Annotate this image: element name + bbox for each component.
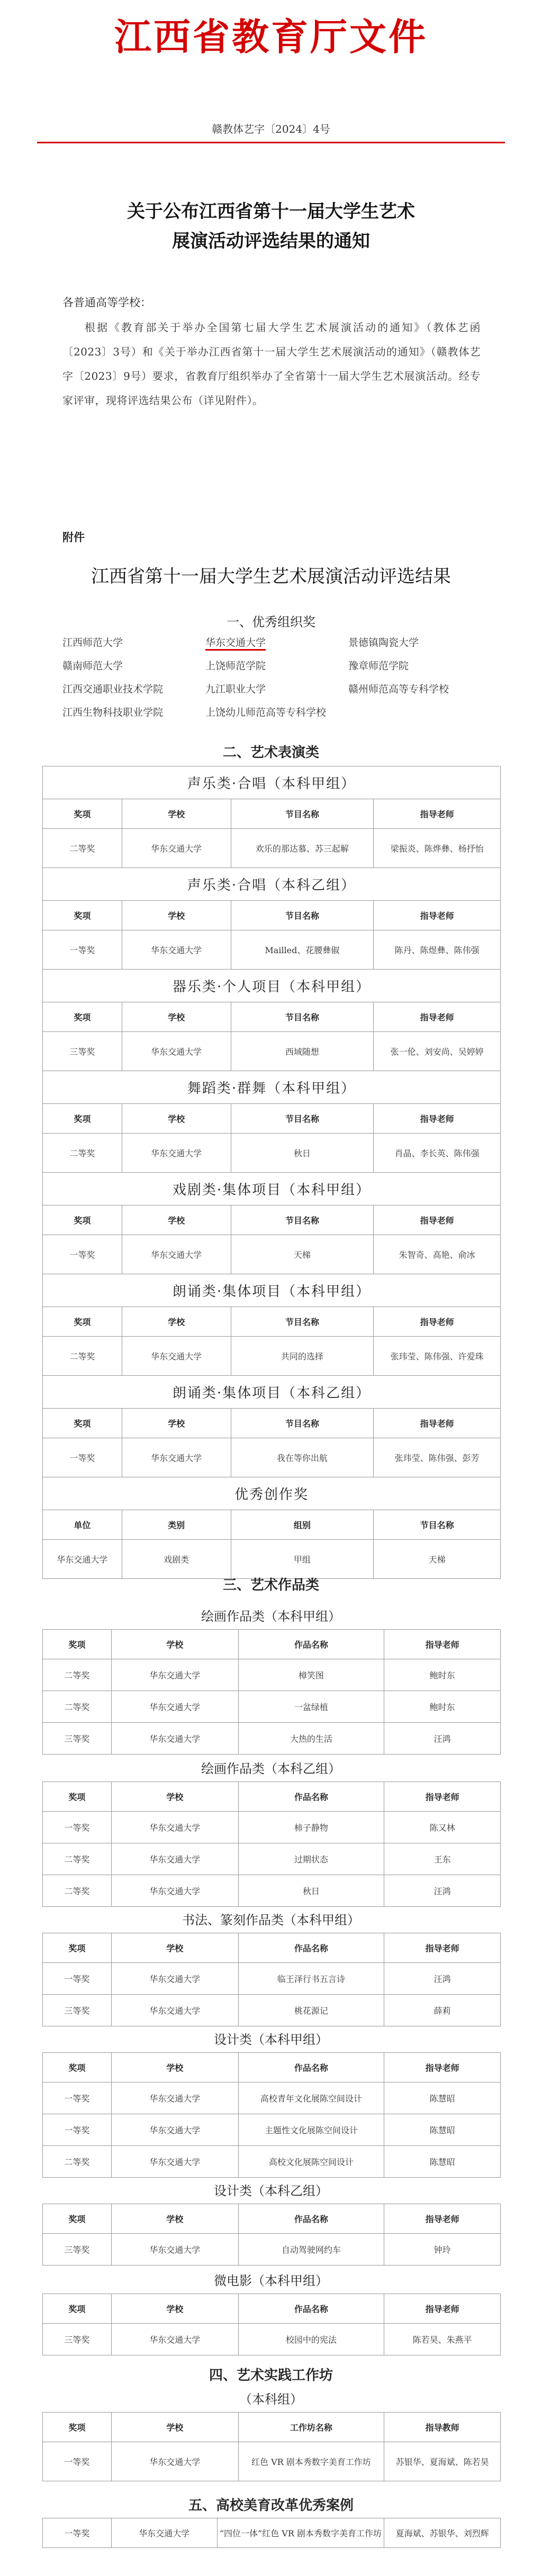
cell-teacher: 王东	[384, 1843, 501, 1875]
org-item: 赣州师范高等专科学校	[348, 683, 449, 695]
section2-title: 二、艺术表演类	[222, 745, 319, 761]
header-teacher: 指导老师	[384, 1782, 501, 1812]
results-title: 江西省第十一届大学生艺术展演活动评选结果	[91, 566, 451, 587]
performance-table	[42, 766, 501, 1579]
cell-school: 华东交通大学	[111, 1963, 238, 1995]
header-school: 学校	[111, 1630, 238, 1659]
table-row	[43, 1134, 501, 1173]
header-program: 节目名称	[231, 1002, 374, 1032]
header-award: 奖项	[43, 901, 122, 930]
org-item: 景德镇陶瓷大学	[348, 637, 419, 648]
cell-teacher: 张玮莹、陈伟强、许爱珠	[374, 1337, 501, 1376]
cell-work: 自动驾驶网约车	[238, 2234, 384, 2266]
cell-award: 一等奖	[43, 2518, 112, 2548]
cell-teacher: 陈若昊、朱燕平	[384, 2324, 501, 2355]
cell-teacher: 张玮莹、陈伟强、彭芳	[374, 1438, 501, 1477]
section4-title: 四、艺术实践工作坊	[209, 2368, 333, 2383]
cell-teacher: 钟玲	[384, 2234, 501, 2266]
cell-school: 华东交通大学	[111, 2234, 238, 2266]
header-school: 学校	[111, 1782, 238, 1812]
header-program: 节目名称	[231, 1205, 374, 1235]
cell-school: 华东交通大学	[122, 930, 231, 970]
cell-school: 华东交通大学	[122, 829, 231, 868]
cell-school: 华东交通大学	[111, 1875, 238, 1907]
header-program: 节目名称	[231, 1104, 374, 1134]
table-row	[43, 2146, 501, 2178]
cell-award: 二等奖	[43, 1134, 122, 1173]
cell-teacher: 汪鸿	[384, 1875, 501, 1907]
org-item: 江西交通职业技术学院	[62, 683, 164, 695]
header-award: 奖项	[43, 1782, 112, 1812]
section3-title: 三、艺术作品类	[222, 1577, 319, 1593]
cell-award: 二等奖	[43, 829, 122, 868]
cell-work: 大热的生活	[238, 1723, 384, 1755]
cell-award: 三等奖	[43, 1995, 112, 2026]
cell-case: “四位一体”红色 VR 剧本秀数字美育工作坊	[217, 2518, 384, 2548]
header-school: 学校	[111, 2413, 238, 2442]
cell-school: 华东交通大学	[111, 2518, 217, 2548]
header-program: 节目名称	[374, 1510, 501, 1540]
artwork-table-2	[42, 1782, 501, 1907]
org-item: 上饶幼儿师范高等专科学校	[205, 707, 327, 718]
header-teacher: 指导老师	[374, 1104, 501, 1134]
header-award: 奖项	[43, 1307, 122, 1337]
cell-school: 华东交通大学	[122, 1337, 231, 1376]
org-item-highlighted	[205, 635, 348, 651]
cell-teacher: 张一伦、刘安尚、吴婷婷	[374, 1032, 501, 1071]
cell-teacher: 陈又林	[384, 1812, 501, 1843]
cell-award: 一等奖	[43, 1235, 122, 1274]
cell-award: 二等奖	[43, 1337, 122, 1376]
header-school: 学校	[122, 1409, 231, 1438]
cell-program: 欢乐的那达慕、苏三起解	[231, 829, 374, 868]
cell-workshop: 红色 VR 剧本秀数字美育工作坊	[238, 2442, 384, 2481]
cell-work: 柿子静物	[238, 1812, 384, 1843]
section5-title: 五、高校美育改革优秀案例	[188, 2498, 354, 2514]
cell-award: 二等奖	[43, 1659, 112, 1691]
cell-school: 华东交通大学	[111, 2114, 238, 2146]
header-award: 奖项	[43, 1630, 112, 1659]
cell-school: 华东交通大学	[111, 1995, 238, 2026]
header-school: 学校	[111, 2294, 238, 2324]
header-work: 作品名称	[238, 1630, 384, 1659]
section4-subtitle: （本科组）	[239, 2392, 303, 2407]
category-heading: 绘画作品类（本科乙组）	[201, 1761, 341, 1776]
category-row: 优秀创作奖	[43, 1477, 501, 1510]
artwork-table-4	[42, 2052, 501, 2178]
cell-teacher: 朱智奇、高艳、俞冰	[374, 1235, 501, 1274]
header-work: 作品名称	[238, 2294, 384, 2324]
cell-award: 二等奖	[43, 2146, 112, 2178]
table-row	[43, 2082, 501, 2114]
category-row: 声乐类·合唱（本科甲组）	[43, 766, 501, 799]
header-work: 作品名称	[238, 1782, 384, 1812]
attachment-label: 附件	[62, 531, 85, 544]
table-row	[43, 2234, 501, 2266]
cell-school: 华东交通大学	[122, 1134, 231, 1173]
header-school: 学校	[111, 2204, 238, 2234]
header-teacher: 指导老师	[384, 1630, 501, 1659]
table-row	[43, 1691, 501, 1723]
cell-award: 一等奖	[43, 930, 122, 970]
cell-award: 一等奖	[43, 1812, 112, 1843]
cell-teacher: 夏海斌、苏银华、刘烈辉	[384, 2518, 501, 2548]
cell-award: 三等奖	[43, 1032, 122, 1071]
header-teacher: 指导老师	[384, 1933, 501, 1963]
red-divider-line	[37, 142, 505, 143]
cell-program: Mailled、花腰彝俶	[231, 930, 374, 970]
table-row	[43, 1963, 501, 1995]
cell-school: 华东交通大学	[111, 2146, 238, 2178]
cell-work: 樟笑图	[238, 1659, 384, 1691]
notice-title	[0, 197, 542, 256]
header-category: 类别	[122, 1510, 231, 1540]
table-row	[43, 2324, 501, 2355]
category-row: 声乐类·合唱（本科乙组）	[43, 868, 501, 901]
header-program: 节目名称	[231, 1307, 374, 1337]
table-row	[43, 1540, 501, 1579]
cell-teacher: 梁振炎、陈烨彝、杨抒怡	[374, 829, 501, 868]
category-row: 朗诵类·集体项目（本科乙组）	[43, 1376, 501, 1409]
document-org-title: 江西省教育厅文件	[114, 15, 428, 59]
table-row	[43, 829, 501, 868]
cell-school: 华东交通大学	[111, 1659, 238, 1691]
header-teacher: 指导教师	[384, 2413, 501, 2442]
notice-addressee: 各普通高等学校：	[62, 296, 151, 309]
category-row: 戏剧类·集体项目（本科甲组）	[43, 1173, 501, 1205]
header-teacher: 指导老师	[374, 1205, 501, 1235]
header-teacher: 指导老师	[384, 2053, 501, 2082]
header-award: 奖项	[43, 1205, 122, 1235]
header-award: 奖项	[43, 2294, 112, 2324]
table-row	[43, 1995, 501, 2026]
org-item: 上饶师范学院	[205, 660, 266, 672]
cell-work: 一盆绿植	[238, 1691, 384, 1723]
cell-teacher: 薛莉	[384, 1995, 501, 2026]
header-school: 学校	[111, 1933, 238, 1963]
artwork-table-6	[42, 2294, 501, 2355]
artwork-table-3	[42, 1933, 501, 2026]
cell-school: 华东交通大学	[122, 1438, 231, 1477]
cell-award: 三等奖	[43, 2324, 112, 2355]
table-row	[43, 1032, 501, 1071]
header-award: 奖项	[43, 799, 122, 829]
header-school: 学校	[122, 1104, 231, 1134]
header-group: 组别	[231, 1510, 374, 1540]
category-row: 器乐类·个人项目（本科甲组）	[43, 970, 501, 1002]
category-heading: 绘画作品类（本科甲组）	[201, 1609, 341, 1624]
cell-teacher: 汪鸿	[384, 1723, 501, 1755]
cell-school: 华东交通大学	[111, 2324, 238, 2355]
category-heading: 设计类（本科甲组）	[214, 2032, 328, 2047]
cell-teacher: 鲍时东	[384, 1691, 501, 1723]
document-number: 赣教体艺字〔2024〕4号	[212, 123, 330, 135]
header-school: 学校	[122, 901, 231, 930]
org-item: 华东交通大学	[205, 635, 266, 651]
artwork-table-5	[42, 2204, 501, 2266]
header-work: 作品名称	[238, 1933, 384, 1963]
cell-teacher: 肖晶、李长英、陈伟强	[374, 1134, 501, 1173]
artwork-table-1	[42, 1629, 501, 1755]
org-award-list	[62, 635, 486, 720]
cell-award: 一等奖	[43, 1438, 122, 1477]
cell-teacher: 陈慧昭	[384, 2082, 501, 2114]
header-program: 节目名称	[231, 1409, 374, 1438]
header-program: 节目名称	[231, 901, 374, 930]
cell-award: 三等奖	[43, 2234, 112, 2266]
cell-school: 华东交通大学	[111, 1691, 238, 1723]
table-row	[43, 1438, 501, 1477]
cell-award: 一等奖	[43, 2442, 112, 2481]
cell-school: 华东交通大学	[111, 2082, 238, 2114]
notice-title-line1: 关于公布江西省第十一届大学生艺术	[127, 201, 415, 222]
cell-work: 秋日	[238, 1875, 384, 1907]
category-row: 朗诵类·集体项目（本科甲组）	[43, 1274, 501, 1307]
cell-award: 二等奖	[43, 1691, 112, 1723]
cell-school: 华东交通大学	[122, 1235, 231, 1274]
cell-program: 共同的选择	[231, 1337, 374, 1376]
header-teacher: 指导老师	[374, 1409, 501, 1438]
table-row	[43, 2442, 501, 2481]
cell-award: 二等奖	[43, 1843, 112, 1875]
header-award: 奖项	[43, 1933, 112, 1963]
cell-teacher: 陈丹、陈煜彝、陈伟强	[374, 930, 501, 970]
cell-program: 我在等你出航	[231, 1438, 374, 1477]
cell-group: 甲组	[231, 1540, 374, 1579]
cell-category: 戏剧类	[122, 1540, 231, 1579]
header-school: 学校	[122, 799, 231, 829]
cell-teacher: 鲍时东	[384, 1659, 501, 1691]
table-row	[43, 1659, 501, 1691]
cell-teacher: 汪鸿	[384, 1963, 501, 1995]
cell-school: 华东交通大学	[111, 1812, 238, 1843]
table-row	[43, 1337, 501, 1376]
header-teacher: 指导老师	[374, 799, 501, 829]
header-school: 学校	[111, 2053, 238, 2082]
header-school: 学校	[122, 1307, 231, 1337]
cell-school: 华东交通大学	[122, 1032, 231, 1071]
category-heading: 设计类（本科乙组）	[214, 2184, 328, 2198]
header-award: 奖项	[43, 1002, 122, 1032]
table-row	[43, 1235, 501, 1274]
workshop-table	[42, 2412, 501, 2481]
header-award: 奖项	[43, 2204, 112, 2234]
table-row	[43, 1723, 501, 1755]
header-unit: 单位	[43, 1510, 122, 1540]
cell-work: 校园中的宪法	[238, 2324, 384, 2355]
header-teacher: 指导老师	[374, 1307, 501, 1337]
cell-school: 华东交通大学	[111, 2442, 238, 2481]
cell-award: 一等奖	[43, 1963, 112, 1995]
header-teacher: 指导老师	[384, 2294, 501, 2324]
cell-teacher: 陈慧昭	[384, 2146, 501, 2178]
table-row	[43, 930, 501, 970]
org-item: 江西师范大学	[62, 637, 123, 648]
category-heading: 书法、篆刻作品类（本科甲组）	[182, 1913, 360, 1928]
notice-body: 根据《教育部关于举办全国第七届大学生艺术展演活动的通知》（教体艺函〔2023〕3号）和《关于举办江西省第十一届大学生艺术展演活动的通知》（赣教体艺字〔2023〕9号）要求，省教育厅组织举办了全省第十一届大学生艺术展演活动。经专家评审，现将评选结果公布（详见附件）。	[62, 321, 481, 407]
org-item: 江西生物科技职业学院	[62, 707, 164, 718]
category-heading: 微电影（本科甲组）	[214, 2273, 328, 2288]
cell-work: 临王泽行书五言诗	[238, 1963, 384, 1995]
header-teacher: 指导老师	[374, 901, 501, 930]
table-row	[43, 1812, 501, 1843]
cell-award: 三等奖	[43, 1723, 112, 1755]
header-award: 奖项	[43, 2053, 112, 2082]
cell-work: 主题性文化展陈空间设计	[238, 2114, 384, 2146]
cell-program: 天梯	[374, 1540, 501, 1579]
cell-school: 华东交通大学	[111, 1723, 238, 1755]
notice-title-line2: 展演活动评选结果的通知	[172, 231, 370, 252]
cell-teacher: 陈慧昭	[384, 2114, 501, 2146]
cell-teacher: 苏银华、夏海斌、陈若昊	[384, 2442, 501, 2481]
cell-program: 秋日	[231, 1134, 374, 1173]
header-school: 学校	[122, 1002, 231, 1032]
table-row	[43, 2114, 501, 2146]
header-school: 学校	[122, 1205, 231, 1235]
table-row	[43, 2518, 501, 2548]
org-item: 豫章师范学院	[348, 660, 409, 672]
header-award: 奖项	[43, 1409, 122, 1438]
header-teacher: 指导老师	[384, 2204, 501, 2234]
header-award: 奖项	[43, 1104, 122, 1134]
cell-award: 二等奖	[43, 1875, 112, 1907]
section1-title: 一、优秀组织奖	[227, 615, 315, 629]
header-teacher: 指导老师	[374, 1002, 501, 1032]
cell-work: 桃花源记	[238, 1995, 384, 2026]
header-program: 节目名称	[231, 799, 374, 829]
table-row	[43, 1875, 501, 1907]
header-work: 作品名称	[238, 2053, 384, 2082]
cell-work: 高校文化展陈空间设计	[238, 2146, 384, 2178]
cell-work: 高校青年文化展陈空间设计	[238, 2082, 384, 2114]
cell-program: 天梯	[231, 1235, 374, 1274]
cell-award: 一等奖	[43, 2114, 112, 2146]
org-item: 九江职业大学	[205, 683, 266, 695]
cell-work: 过期状态	[238, 1843, 384, 1875]
org-item: 赣南师范大学	[62, 660, 123, 672]
header-workshop: 工作坊名称	[238, 2413, 384, 2442]
table-row	[43, 1843, 501, 1875]
reform-case-table	[42, 2518, 501, 2548]
cell-school: 华东交通大学	[111, 1843, 238, 1875]
cell-award: 一等奖	[43, 2082, 112, 2114]
category-row: 舞蹈类·群舞（本科甲组）	[43, 1071, 501, 1104]
header-work: 作品名称	[238, 2204, 384, 2234]
header-award: 奖项	[43, 2413, 112, 2442]
cell-unit: 华东交通大学	[43, 1540, 122, 1579]
cell-program: 西域随想	[231, 1032, 374, 1071]
